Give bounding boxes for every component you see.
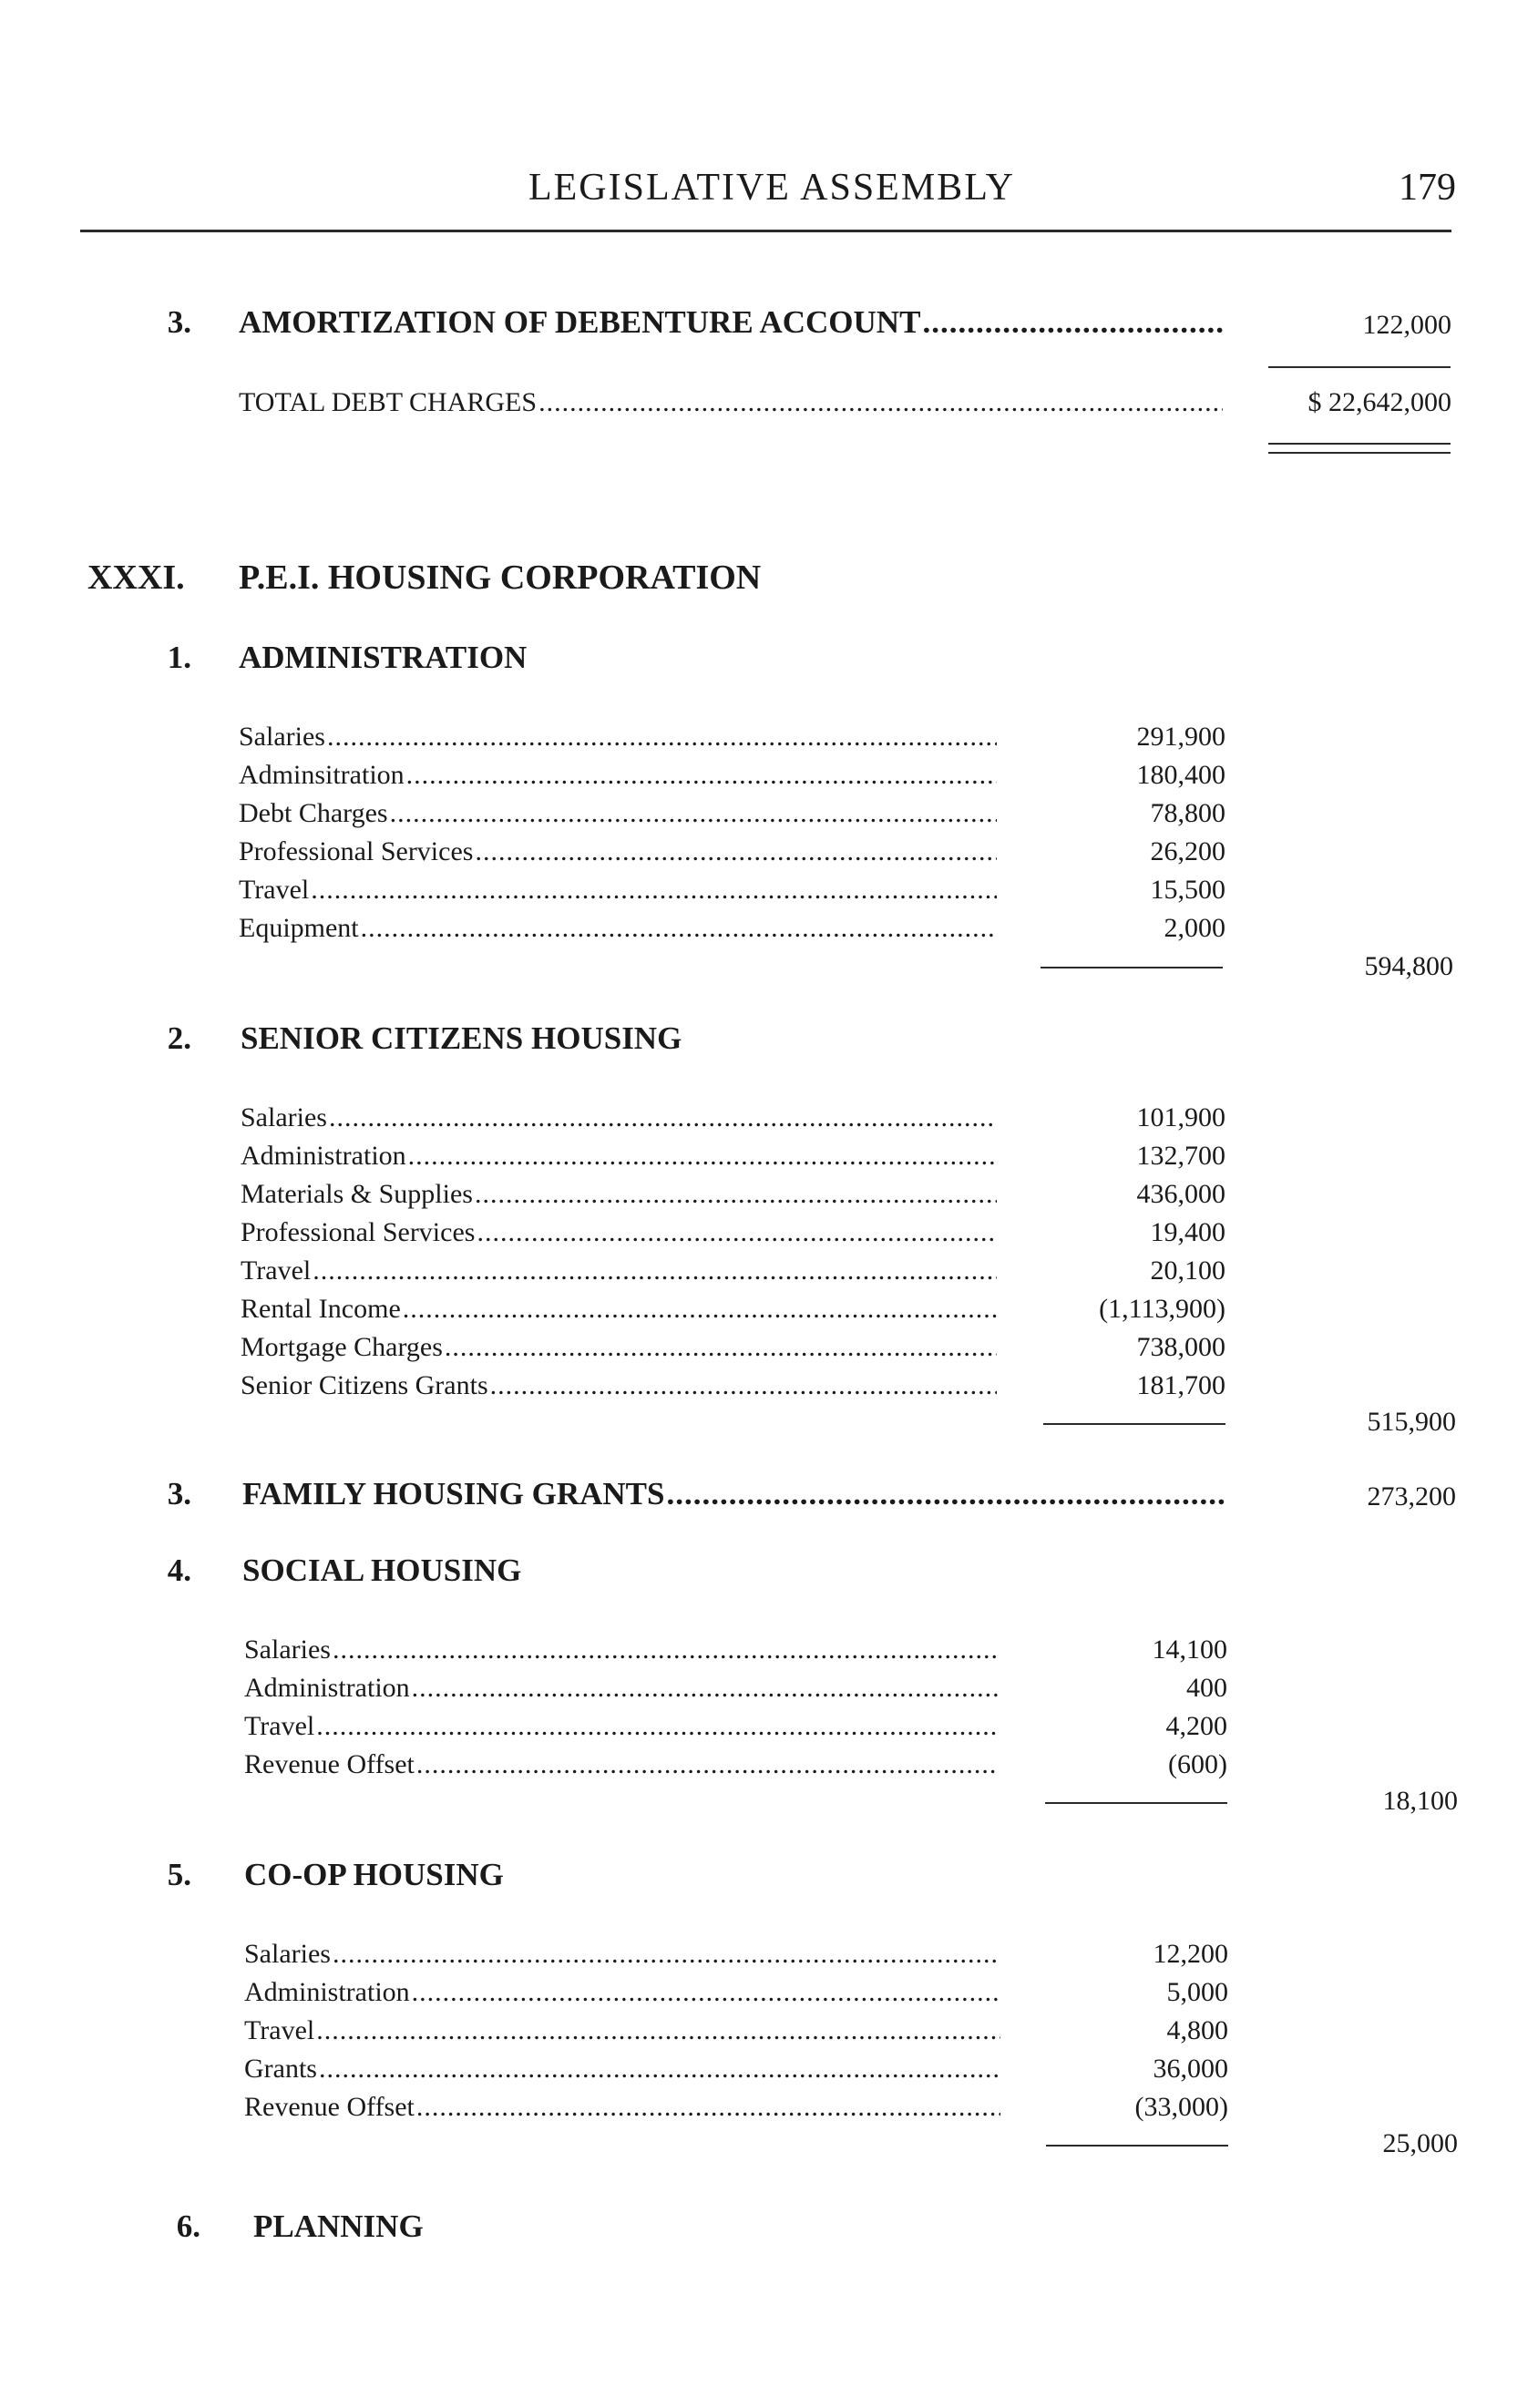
line-item xyxy=(0,1634,1538,1678)
line-item-leader xyxy=(244,2092,1000,2123)
line-item xyxy=(0,1294,1538,1337)
line-item-leader xyxy=(241,1332,997,1363)
line-item xyxy=(0,1102,1538,1146)
section-number: 5. xyxy=(167,1857,191,1892)
dot-leader xyxy=(390,798,997,829)
section-total: 273,200 xyxy=(1367,1481,1456,1511)
dot-leader xyxy=(412,1673,999,1704)
line-item xyxy=(0,1977,1538,2021)
line-item-label: Rental Income xyxy=(241,1294,401,1324)
line-item-leader xyxy=(244,1711,999,1742)
line-item-label: Debt Charges xyxy=(239,798,388,828)
section-heading xyxy=(0,1020,1538,1064)
chapter-title: P.E.I. HOUSING CORPORATION xyxy=(239,558,762,597)
dot-leader xyxy=(416,1749,999,1780)
line-item-amount: (1,113,900) xyxy=(1099,1294,1225,1324)
dot-leader xyxy=(319,2054,1000,2085)
line-item-label: Grants xyxy=(244,2054,317,2084)
line-item-leader xyxy=(241,1179,997,1210)
line-item-leader xyxy=(239,760,997,791)
dot-leader xyxy=(490,1370,997,1401)
line-item xyxy=(0,913,1538,957)
dot-leader xyxy=(538,387,1223,418)
chapter-heading xyxy=(0,558,1538,601)
line-item-amount: 36,000 xyxy=(1153,2054,1228,2084)
line-item xyxy=(0,722,1538,765)
line-item-leader xyxy=(241,1370,997,1401)
line-item-label: Administration xyxy=(244,1977,410,2007)
total-debt-amount: $ 22,642,000 xyxy=(1307,387,1451,417)
section-heading xyxy=(0,2208,1538,2252)
line-item-label: Travel xyxy=(244,2015,315,2045)
line-item-label: Travel xyxy=(239,875,310,905)
dot-leader xyxy=(316,1711,999,1742)
line-item-leader xyxy=(244,2054,1000,2085)
section-heading xyxy=(0,640,1538,683)
page-number: 179 xyxy=(1399,167,1456,209)
line-item-leader xyxy=(239,875,997,906)
dot-leader xyxy=(311,875,997,906)
dot-leader xyxy=(477,1217,997,1248)
line-item xyxy=(0,1217,1538,1261)
line-item-amount: 12,200 xyxy=(1153,1939,1228,1969)
line-item xyxy=(0,836,1538,880)
section-title: FAMILY HOUSING GRANTS xyxy=(242,1476,665,1511)
line-item-label: Materials & Supplies xyxy=(241,1179,473,1209)
line-item-label: Travel xyxy=(241,1255,312,1286)
amortization-leader xyxy=(239,304,1223,341)
line-item-amount: 4,800 xyxy=(1166,2015,1228,2045)
line-item-label: Travel xyxy=(244,1711,315,1741)
line-item xyxy=(0,798,1538,842)
line-item-amount: 132,700 xyxy=(1136,1141,1225,1171)
line-item-leader xyxy=(241,1217,997,1248)
line-item-label: Salaries xyxy=(244,1939,331,1969)
line-item-leader xyxy=(241,1294,997,1325)
line-item-amount: 15,500 xyxy=(1150,875,1225,905)
line-item-leader xyxy=(244,1939,1000,1970)
total-debt-label: TOTAL DEBT CHARGES xyxy=(239,387,538,417)
line-item-label: Equipment xyxy=(239,913,359,943)
line-item-leader xyxy=(239,798,997,829)
subtotal-rule xyxy=(1045,1802,1227,1804)
line-item-amount: 78,800 xyxy=(1150,798,1225,828)
dot-leader xyxy=(361,913,997,944)
line-item-label: Senior Citizens Grants xyxy=(241,1370,488,1400)
line-item-amount: 181,700 xyxy=(1136,1370,1225,1400)
line-item-label: Salaries xyxy=(241,1102,327,1132)
line-item xyxy=(0,1179,1538,1223)
line-item xyxy=(0,2015,1538,2059)
line-item xyxy=(0,875,1538,918)
dot-leader xyxy=(922,304,1223,341)
line-item-amount: (33,000) xyxy=(1134,2092,1228,2122)
line-item-amount: 436,000 xyxy=(1136,1179,1225,1209)
dot-leader xyxy=(333,1939,1000,1970)
section-title: ADMINISTRATION xyxy=(239,640,528,675)
section-number: 6. xyxy=(176,2208,200,2244)
dot-leader xyxy=(475,836,997,867)
chapter-roman: XXXI. xyxy=(87,558,185,597)
line-item-leader xyxy=(239,722,997,753)
line-item-leader xyxy=(244,1977,1000,2008)
line-item xyxy=(0,1141,1538,1184)
line-item-leader xyxy=(244,1634,999,1665)
line-item xyxy=(0,1332,1538,1376)
line-item-leader xyxy=(241,1255,997,1286)
total-debt-leader xyxy=(239,387,1223,418)
section-title: CO-OP HOUSING xyxy=(244,1857,504,1892)
line-item-leader xyxy=(239,836,997,867)
section-number: 1. xyxy=(167,640,191,675)
line-item-amount: 4,200 xyxy=(1165,1711,1227,1741)
line-item-amount: 2,000 xyxy=(1164,913,1225,943)
amortization-row xyxy=(0,304,1538,348)
line-item-amount: 19,400 xyxy=(1150,1217,1225,1247)
line-item-label: Administration xyxy=(244,1673,410,1703)
section-number: 2. xyxy=(167,1020,191,1056)
dot-leader xyxy=(667,1476,1227,1512)
dot-leader xyxy=(313,1255,997,1286)
line-item-label: Professional Services xyxy=(241,1217,476,1247)
line-item-label: Professional Services xyxy=(239,836,474,866)
line-item-label: Mortgage Charges xyxy=(241,1332,443,1362)
section-number: 3. xyxy=(167,1476,191,1511)
line-item xyxy=(0,1673,1538,1716)
line-item-leader xyxy=(244,2015,1000,2046)
line-item-leader xyxy=(244,1749,999,1780)
total-debt-row xyxy=(0,387,1538,431)
line-item xyxy=(0,2054,1538,2097)
section-total: 25,000 xyxy=(1382,2128,1458,2158)
subtotal-rule xyxy=(1046,2145,1228,2147)
line-item-amount: 180,400 xyxy=(1136,760,1225,790)
line-item-label: Salaries xyxy=(244,1634,331,1665)
line-item-amount: 101,900 xyxy=(1136,1102,1225,1132)
line-item-leader xyxy=(241,1141,997,1172)
dot-leader xyxy=(445,1332,997,1363)
section-total: 18,100 xyxy=(1382,1786,1458,1816)
total-rule-1 xyxy=(1268,443,1451,445)
line-item-label: Administration xyxy=(241,1141,406,1171)
section-heading xyxy=(0,1476,1538,1520)
line-item-amount: 14,100 xyxy=(1152,1634,1227,1665)
line-item-leader xyxy=(241,1102,997,1133)
header-rule xyxy=(80,230,1451,232)
line-item-label: Revenue Offset xyxy=(244,1749,415,1779)
line-item xyxy=(0,1711,1538,1755)
line-item-amount: 5,000 xyxy=(1166,1977,1228,2007)
dot-leader xyxy=(412,1977,1000,2008)
section-heading xyxy=(0,1552,1538,1596)
line-item-amount: (600) xyxy=(1168,1749,1227,1779)
section-total: 594,800 xyxy=(1364,951,1453,981)
line-item-amount: 400 xyxy=(1186,1673,1227,1703)
item-number: 3. xyxy=(167,304,191,340)
section-heading xyxy=(0,1857,1538,1901)
line-item-amount: 26,200 xyxy=(1150,836,1225,866)
line-item-amount: 291,900 xyxy=(1136,722,1225,752)
subtotal-rule xyxy=(1268,366,1451,368)
dot-leader xyxy=(408,1141,997,1172)
dot-leader xyxy=(406,760,997,791)
section-total: 515,900 xyxy=(1367,1407,1456,1437)
line-item-label: Adminsitration xyxy=(239,760,405,790)
line-item xyxy=(0,1939,1538,1983)
section-title: PLANNING xyxy=(253,2208,424,2244)
running-title: LEGISLATIVE ASSEMBLY xyxy=(528,167,1015,209)
subtotal-rule xyxy=(1041,967,1223,968)
line-item-label: Salaries xyxy=(239,722,325,752)
page-header xyxy=(0,0,1538,246)
line-item-leader xyxy=(239,913,997,944)
dot-leader xyxy=(403,1294,997,1325)
line-item xyxy=(0,1255,1538,1299)
line-item-leader xyxy=(244,1673,999,1704)
dot-leader xyxy=(416,2092,1000,2123)
line-item xyxy=(0,760,1538,804)
total-rule-2 xyxy=(1268,452,1451,454)
section-title: SENIOR CITIZENS HOUSING xyxy=(241,1020,682,1056)
dot-leader xyxy=(316,2015,1000,2046)
dot-leader xyxy=(475,1179,997,1210)
dot-leader xyxy=(327,722,997,753)
amortization-amount: 122,000 xyxy=(1362,310,1451,340)
line-item-label: Revenue Offset xyxy=(244,2092,415,2122)
dot-leader xyxy=(333,1634,999,1665)
line-item-amount: 738,000 xyxy=(1136,1332,1225,1362)
subtotal-rule xyxy=(1043,1423,1225,1425)
line-item-amount: 20,100 xyxy=(1150,1255,1225,1286)
dot-leader xyxy=(329,1102,997,1133)
amortization-label: AMORTIZATION OF DEBENTURE ACCOUNT xyxy=(239,304,921,340)
section-number: 4. xyxy=(167,1552,191,1588)
section-title: SOCIAL HOUSING xyxy=(242,1552,522,1588)
family-housing-leader xyxy=(242,1476,1226,1512)
